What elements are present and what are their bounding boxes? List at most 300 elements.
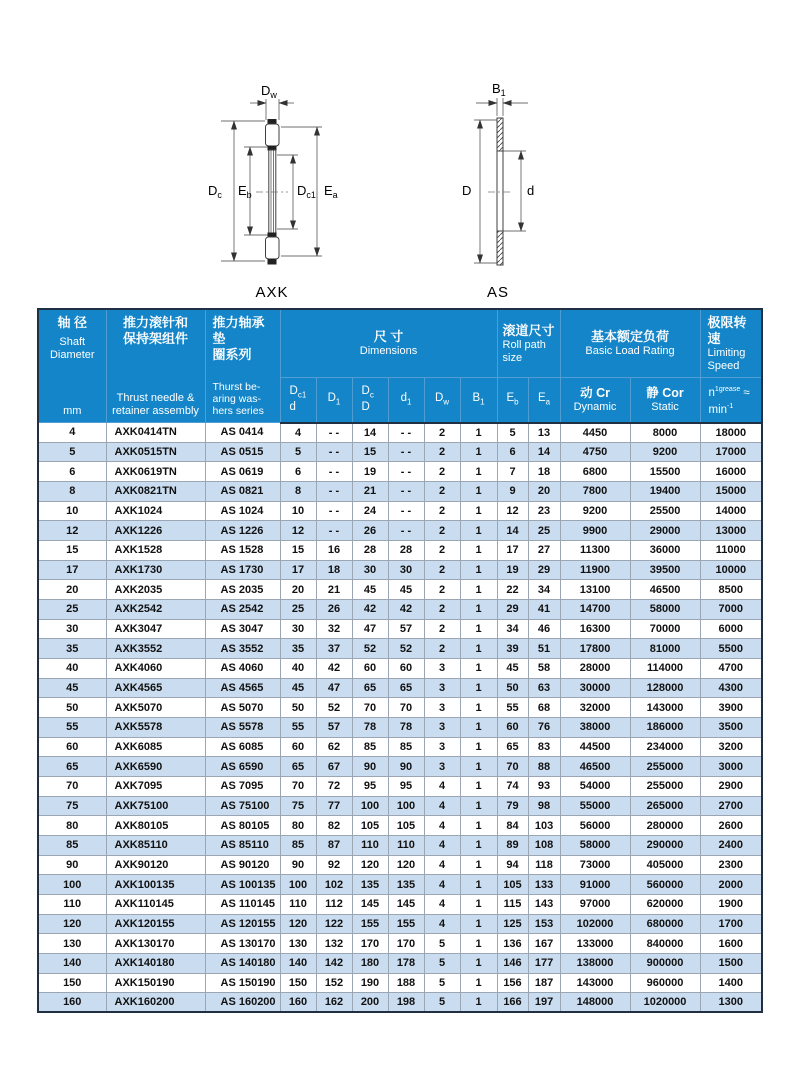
table-row bbox=[38, 580, 762, 600]
axk-bearing-drawing bbox=[180, 60, 400, 305]
table-cell: 51 bbox=[528, 639, 560, 659]
header-load-rating bbox=[560, 309, 700, 378]
table-cell: 1600 bbox=[700, 934, 762, 954]
subheader-speed-unit: $n^{1grease}$ ≈ $\min^{-1}$ bbox=[700, 378, 762, 423]
table-cell: 100 bbox=[352, 796, 388, 816]
table-cell: 17 bbox=[497, 541, 528, 561]
table-cell: 14 bbox=[352, 423, 388, 443]
table-cell: 30 bbox=[280, 619, 316, 639]
table-cell: 1 bbox=[460, 934, 497, 954]
table-cell: 1 bbox=[460, 639, 497, 659]
table-cell: 98 bbox=[528, 796, 560, 816]
table-cell: 40 bbox=[38, 659, 106, 679]
table-cell: AS 1226 bbox=[205, 521, 280, 541]
table-cell: 152 bbox=[316, 973, 352, 993]
header-thrust-assembly bbox=[106, 309, 205, 423]
table-cell: AS 3552 bbox=[205, 639, 280, 659]
subheader-dw: $D_w$ bbox=[424, 378, 460, 423]
table-cell: 90 bbox=[38, 855, 106, 875]
table-cell: 840000 bbox=[630, 934, 700, 954]
table-cell: 4 bbox=[424, 835, 460, 855]
dw-dimension-label: $D_w$ bbox=[261, 83, 277, 100]
table-cell: 82 bbox=[316, 816, 352, 836]
table-cell: AXK2035 bbox=[106, 580, 205, 600]
table-cell: 5 bbox=[424, 953, 460, 973]
table-cell: 79 bbox=[497, 796, 528, 816]
table-cell: 87 bbox=[316, 835, 352, 855]
table-cell: 41 bbox=[528, 600, 560, 620]
table-cell: 56000 bbox=[560, 816, 630, 836]
table-cell: 6 bbox=[280, 462, 316, 482]
table-cell: 1 bbox=[460, 718, 497, 738]
table-cell: 83 bbox=[528, 737, 560, 757]
table-cell: 110 bbox=[280, 894, 316, 914]
table-cell: 560000 bbox=[630, 875, 700, 895]
table-cell: 178 bbox=[388, 953, 424, 973]
header-shaft-diameter bbox=[38, 309, 106, 423]
table-cell: 25 bbox=[280, 600, 316, 620]
dimensions-zh: 尺 寸 bbox=[373, 329, 404, 345]
subheader-dc1-d: $D_{c1}$ d bbox=[280, 378, 316, 423]
table-row bbox=[38, 462, 762, 482]
table-cell: 3 bbox=[424, 757, 460, 777]
table-cell: 94 bbox=[497, 855, 528, 875]
table-cell: 5500 bbox=[700, 639, 762, 659]
b1-dimension-label: $B_1$ bbox=[492, 81, 506, 98]
table-row bbox=[38, 698, 762, 718]
header-roll-path bbox=[497, 309, 560, 378]
table-cell: 114000 bbox=[630, 659, 700, 679]
table-cell: 45 bbox=[280, 678, 316, 698]
table-cell: AXK3552 bbox=[106, 639, 205, 659]
rollpath-zh: 滚道尺寸 bbox=[502, 323, 555, 338]
table-cell: 6800 bbox=[560, 462, 630, 482]
table-cell: 1 bbox=[460, 855, 497, 875]
table-cell: AS 0515 bbox=[205, 442, 280, 462]
speed-en2: Speed bbox=[707, 359, 740, 372]
table-cell: 3 bbox=[424, 718, 460, 738]
table-cell: 187 bbox=[528, 973, 560, 993]
table-cell: 100 bbox=[388, 796, 424, 816]
table-cell: 2 bbox=[424, 600, 460, 620]
table-cell: 14 bbox=[497, 521, 528, 541]
table-cell: 9 bbox=[497, 482, 528, 502]
table-cell: 1700 bbox=[700, 914, 762, 934]
table-cell: 146 bbox=[497, 953, 528, 973]
table-cell: 42 bbox=[316, 659, 352, 679]
table-cell: AS 0619 bbox=[205, 462, 280, 482]
table-cell: 156 bbox=[497, 973, 528, 993]
table-cell: 177 bbox=[528, 953, 560, 973]
table-cell: 143 bbox=[528, 894, 560, 914]
table-cell: AS 80105 bbox=[205, 816, 280, 836]
table-cell: 75 bbox=[280, 796, 316, 816]
table-cell: 28 bbox=[388, 541, 424, 561]
table-cell: 2 bbox=[424, 521, 460, 541]
table-cell: 16 bbox=[316, 541, 352, 561]
table-cell: 6 bbox=[497, 442, 528, 462]
as-en2: aring was- bbox=[212, 393, 261, 406]
table-cell: 255000 bbox=[630, 757, 700, 777]
table-cell: AXK4060 bbox=[106, 659, 205, 679]
table-cell: 100 bbox=[38, 875, 106, 895]
table-cell: 76 bbox=[528, 718, 560, 738]
table-cell: 188 bbox=[388, 973, 424, 993]
eb-dimension-label: $E_b$ bbox=[238, 183, 252, 200]
table-cell: 120 bbox=[280, 914, 316, 934]
table-cell: - - bbox=[388, 521, 424, 541]
table-cell: 1 bbox=[460, 894, 497, 914]
table-cell: 234000 bbox=[630, 737, 700, 757]
table-cell: 45 bbox=[352, 580, 388, 600]
header-dimensions bbox=[280, 309, 497, 378]
table-cell: 34 bbox=[528, 580, 560, 600]
table-cell: 118 bbox=[528, 855, 560, 875]
table-cell: 6000 bbox=[700, 619, 762, 639]
table-cell: AS 140180 bbox=[205, 953, 280, 973]
table-cell: 5 bbox=[424, 934, 460, 954]
cage-strip bbox=[269, 150, 276, 233]
table-cell: 77 bbox=[316, 796, 352, 816]
table-cell: AXK85110 bbox=[106, 835, 205, 855]
table-cell: 1 bbox=[460, 953, 497, 973]
table-cell: 85 bbox=[38, 835, 106, 855]
table-cell: 4 bbox=[424, 875, 460, 895]
table-cell: - - bbox=[316, 462, 352, 482]
table-cell: 1 bbox=[460, 698, 497, 718]
table-cell: 13000 bbox=[700, 521, 762, 541]
table-cell: AXK0414TN bbox=[106, 423, 205, 443]
table-cell: 32 bbox=[316, 619, 352, 639]
table-cell: 52 bbox=[352, 639, 388, 659]
table-cell: - - bbox=[388, 423, 424, 443]
table-cell: 1300 bbox=[700, 993, 762, 1013]
table-cell: 81000 bbox=[630, 639, 700, 659]
table-cell: 162 bbox=[316, 993, 352, 1013]
table-cell: 3 bbox=[424, 698, 460, 718]
table-cell: AS 1024 bbox=[205, 501, 280, 521]
table-cell: 4 bbox=[38, 423, 106, 443]
axk-zh2: 保持架组件 bbox=[122, 331, 188, 346]
table-cell: 186000 bbox=[630, 718, 700, 738]
table-cell: 19400 bbox=[630, 482, 700, 502]
table-cell: 5 bbox=[497, 423, 528, 443]
table-cell: 90 bbox=[388, 757, 424, 777]
table-cell: 39500 bbox=[630, 560, 700, 580]
table-cell: 30 bbox=[38, 619, 106, 639]
table-cell: 32000 bbox=[560, 698, 630, 718]
table-cell: 28 bbox=[352, 541, 388, 561]
table-cell: 7 bbox=[497, 462, 528, 482]
table-cell: 1 bbox=[460, 541, 497, 561]
table-cell: 105 bbox=[497, 875, 528, 895]
table-cell: 620000 bbox=[630, 894, 700, 914]
table-cell: 290000 bbox=[630, 835, 700, 855]
table-cell: 2000 bbox=[700, 875, 762, 895]
table-cell: 4 bbox=[424, 914, 460, 934]
table-cell: AXK140180 bbox=[106, 953, 205, 973]
table-cell: 190 bbox=[352, 973, 388, 993]
table-cell: 255000 bbox=[630, 776, 700, 796]
table-cell: 128000 bbox=[630, 678, 700, 698]
table-cell: 265000 bbox=[630, 796, 700, 816]
table-cell: 50 bbox=[497, 678, 528, 698]
subheader-ea: $E_a$ bbox=[528, 378, 560, 423]
table-row bbox=[38, 973, 762, 993]
table-cell: 3 bbox=[424, 678, 460, 698]
shaft-zh: 轴 径 bbox=[57, 315, 88, 330]
table-cell: 14000 bbox=[700, 501, 762, 521]
bottom-roller bbox=[266, 237, 280, 259]
table-cell: 150 bbox=[38, 973, 106, 993]
table-cell: - - bbox=[316, 521, 352, 541]
table-cell: 15 bbox=[38, 541, 106, 561]
table-cell: 24 bbox=[352, 501, 388, 521]
table-cell: AS 4565 bbox=[205, 678, 280, 698]
table-cell: AS 85110 bbox=[205, 835, 280, 855]
table-cell: AXK75100 bbox=[106, 796, 205, 816]
table-cell: 39 bbox=[497, 639, 528, 659]
table-cell: 103 bbox=[528, 816, 560, 836]
bearing-spec-table bbox=[37, 308, 763, 1013]
table-row bbox=[38, 442, 762, 462]
subheader-d1: $D_1$ bbox=[316, 378, 352, 423]
table-cell: 900000 bbox=[630, 953, 700, 973]
table-cell: 105 bbox=[388, 816, 424, 836]
table-cell: 1 bbox=[460, 993, 497, 1013]
table-cell: 84 bbox=[497, 816, 528, 836]
table-cell: 120 bbox=[352, 855, 388, 875]
table-cell: 7800 bbox=[560, 482, 630, 502]
table-cell: 1 bbox=[460, 757, 497, 777]
table-cell: 1 bbox=[460, 600, 497, 620]
table-cell: 180 bbox=[352, 953, 388, 973]
table-cell: 125 bbox=[497, 914, 528, 934]
table-cell: 50 bbox=[280, 698, 316, 718]
table-cell: AXK1528 bbox=[106, 541, 205, 561]
rollpath-en1: Roll path bbox=[502, 339, 546, 351]
table-cell: 10000 bbox=[700, 560, 762, 580]
table-cell: 15 bbox=[280, 541, 316, 561]
table-cell: 1 bbox=[460, 442, 497, 462]
table-cell: 30 bbox=[388, 560, 424, 580]
table-row bbox=[38, 934, 762, 954]
table-cell: 13100 bbox=[560, 580, 630, 600]
table-cell: 2900 bbox=[700, 776, 762, 796]
table-cell: 19 bbox=[497, 560, 528, 580]
table-cell: 29000 bbox=[630, 521, 700, 541]
table-cell: 2 bbox=[424, 501, 460, 521]
table-cell: 26 bbox=[352, 521, 388, 541]
table-row bbox=[38, 541, 762, 561]
table-row bbox=[38, 521, 762, 541]
table-row bbox=[38, 776, 762, 796]
table-cell: 135 bbox=[388, 875, 424, 895]
rollpath-en2: size bbox=[502, 351, 523, 364]
table-cell: 25500 bbox=[630, 501, 700, 521]
table-cell: AS 150190 bbox=[205, 973, 280, 993]
table-cell: 34 bbox=[497, 619, 528, 639]
table-cell: 120 bbox=[38, 914, 106, 934]
table-cell: 405000 bbox=[630, 855, 700, 875]
table-cell: 197 bbox=[528, 993, 560, 1013]
table-cell: 1 bbox=[460, 619, 497, 639]
axk-en1: Thrust needle & bbox=[116, 392, 195, 405]
table-cell: 1 bbox=[460, 776, 497, 796]
table-cell: 7000 bbox=[700, 600, 762, 620]
table-row bbox=[38, 835, 762, 855]
subheader-static: 静 Cor Static bbox=[630, 378, 700, 423]
table-cell: 112 bbox=[316, 894, 352, 914]
table-cell: 57 bbox=[388, 619, 424, 639]
table-cell: 65 bbox=[280, 757, 316, 777]
table-cell: 58 bbox=[528, 659, 560, 679]
table-cell: 19 bbox=[352, 462, 388, 482]
table-cell: 3 bbox=[424, 659, 460, 679]
table-cell: 4 bbox=[424, 855, 460, 875]
table-cell: 145 bbox=[388, 894, 424, 914]
table-cell: 46500 bbox=[630, 580, 700, 600]
table-row bbox=[38, 678, 762, 698]
table-cell: 29 bbox=[497, 600, 528, 620]
table-cell: AXK5578 bbox=[106, 718, 205, 738]
table-cell: AS 90120 bbox=[205, 855, 280, 875]
table-cell: 8000 bbox=[630, 423, 700, 443]
table-cell: 17800 bbox=[560, 639, 630, 659]
as-zh1: 推力轴承垫 bbox=[212, 315, 265, 346]
table-cell: 35 bbox=[280, 639, 316, 659]
table-cell: 1 bbox=[460, 875, 497, 895]
subheader-b1: $B_1$ bbox=[460, 378, 497, 423]
table-row bbox=[38, 757, 762, 777]
subheader-d1-small: $d_1$ bbox=[388, 378, 424, 423]
table-cell: 75 bbox=[38, 796, 106, 816]
table-cell: 90 bbox=[280, 855, 316, 875]
table-cell: 5 bbox=[424, 993, 460, 1013]
table-cell: 132 bbox=[316, 934, 352, 954]
table-cell: 170 bbox=[352, 934, 388, 954]
table-cell: 102 bbox=[316, 875, 352, 895]
spec-table-body bbox=[38, 423, 762, 1013]
table-cell: 1 bbox=[460, 737, 497, 757]
table-cell: AS 1528 bbox=[205, 541, 280, 561]
table-cell: 8 bbox=[280, 482, 316, 502]
table-cell: 110 bbox=[38, 894, 106, 914]
table-cell: AXK90120 bbox=[106, 855, 205, 875]
shaft-unit: mm bbox=[63, 404, 82, 417]
table-cell: 1 bbox=[460, 482, 497, 502]
table-cell: AS 5578 bbox=[205, 718, 280, 738]
table-cell: 57 bbox=[316, 718, 352, 738]
table-cell: 78 bbox=[388, 718, 424, 738]
table-cell: 2 bbox=[424, 560, 460, 580]
table-cell: 3500 bbox=[700, 718, 762, 738]
table-cell: AS 75100 bbox=[205, 796, 280, 816]
table-row bbox=[38, 914, 762, 934]
table-cell: 17 bbox=[38, 560, 106, 580]
table-cell: 2 bbox=[424, 580, 460, 600]
shaft-en1: Shaft bbox=[59, 336, 86, 348]
table-cell: 1 bbox=[460, 914, 497, 934]
load-zh: 基本额定负荷 bbox=[591, 329, 670, 345]
table-cell: 20 bbox=[38, 580, 106, 600]
table-cell: AS 7095 bbox=[205, 776, 280, 796]
table-cell: AXK1730 bbox=[106, 560, 205, 580]
table-cell: 91000 bbox=[560, 875, 630, 895]
speed-zh: 极限转速 bbox=[707, 315, 747, 346]
table-cell: AS 160200 bbox=[205, 993, 280, 1013]
table-row bbox=[38, 894, 762, 914]
table-cell: 70000 bbox=[630, 619, 700, 639]
table-cell: 55 bbox=[497, 698, 528, 718]
table-cell: AS 1730 bbox=[205, 560, 280, 580]
table-cell: 198 bbox=[388, 993, 424, 1013]
table-cell: 130 bbox=[280, 934, 316, 954]
table-cell: 5 bbox=[38, 442, 106, 462]
table-cell: AXK120155 bbox=[106, 914, 205, 934]
table-cell: 110 bbox=[352, 835, 388, 855]
table-cell: 28000 bbox=[560, 659, 630, 679]
table-cell: 4 bbox=[424, 816, 460, 836]
table-cell: AS 4060 bbox=[205, 659, 280, 679]
bottom-roller-cap bbox=[268, 259, 277, 265]
table-cell: 38000 bbox=[560, 718, 630, 738]
table-cell: 58000 bbox=[630, 600, 700, 620]
table-cell: 60 bbox=[280, 737, 316, 757]
table-cell: 2700 bbox=[700, 796, 762, 816]
table-cell: 155 bbox=[388, 914, 424, 934]
table-cell: AS 3047 bbox=[205, 619, 280, 639]
table-cell: 55 bbox=[280, 718, 316, 738]
d-inner-dimension-label: d bbox=[527, 183, 535, 198]
table-cell: 85 bbox=[280, 835, 316, 855]
table-cell: 150 bbox=[280, 973, 316, 993]
table-cell: 1 bbox=[460, 816, 497, 836]
speed-en1: Limiting bbox=[707, 347, 746, 359]
table-cell: 143000 bbox=[630, 698, 700, 718]
table-cell: AXK0515TN bbox=[106, 442, 205, 462]
table-cell: 97000 bbox=[560, 894, 630, 914]
table-cell: 65 bbox=[38, 757, 106, 777]
table-cell: 4 bbox=[424, 894, 460, 914]
table-cell: 6 bbox=[38, 462, 106, 482]
table-cell: 2 bbox=[424, 639, 460, 659]
table-cell: AXK110145 bbox=[106, 894, 205, 914]
table-cell: AXK5070 bbox=[106, 698, 205, 718]
table-cell: 9200 bbox=[630, 442, 700, 462]
table-cell: 200 bbox=[352, 993, 388, 1013]
table-cell: 74 bbox=[497, 776, 528, 796]
table-cell: 58000 bbox=[560, 835, 630, 855]
table-cell: 17000 bbox=[700, 442, 762, 462]
table-cell: 18 bbox=[316, 560, 352, 580]
table-cell: 95 bbox=[388, 776, 424, 796]
table-cell: 4750 bbox=[560, 442, 630, 462]
table-cell: 30 bbox=[352, 560, 388, 580]
table-cell: 153 bbox=[528, 914, 560, 934]
table-cell: AXK150190 bbox=[106, 973, 205, 993]
header-washer-series bbox=[205, 309, 280, 423]
table-row bbox=[38, 953, 762, 973]
table-cell: 1 bbox=[460, 835, 497, 855]
table-cell: - - bbox=[316, 423, 352, 443]
table-cell: 46 bbox=[528, 619, 560, 639]
table-cell: 4700 bbox=[700, 659, 762, 679]
table-cell: 54000 bbox=[560, 776, 630, 796]
table-cell: 2 bbox=[424, 442, 460, 462]
table-cell: 120 bbox=[388, 855, 424, 875]
washer-hatch-bottom bbox=[497, 231, 503, 265]
